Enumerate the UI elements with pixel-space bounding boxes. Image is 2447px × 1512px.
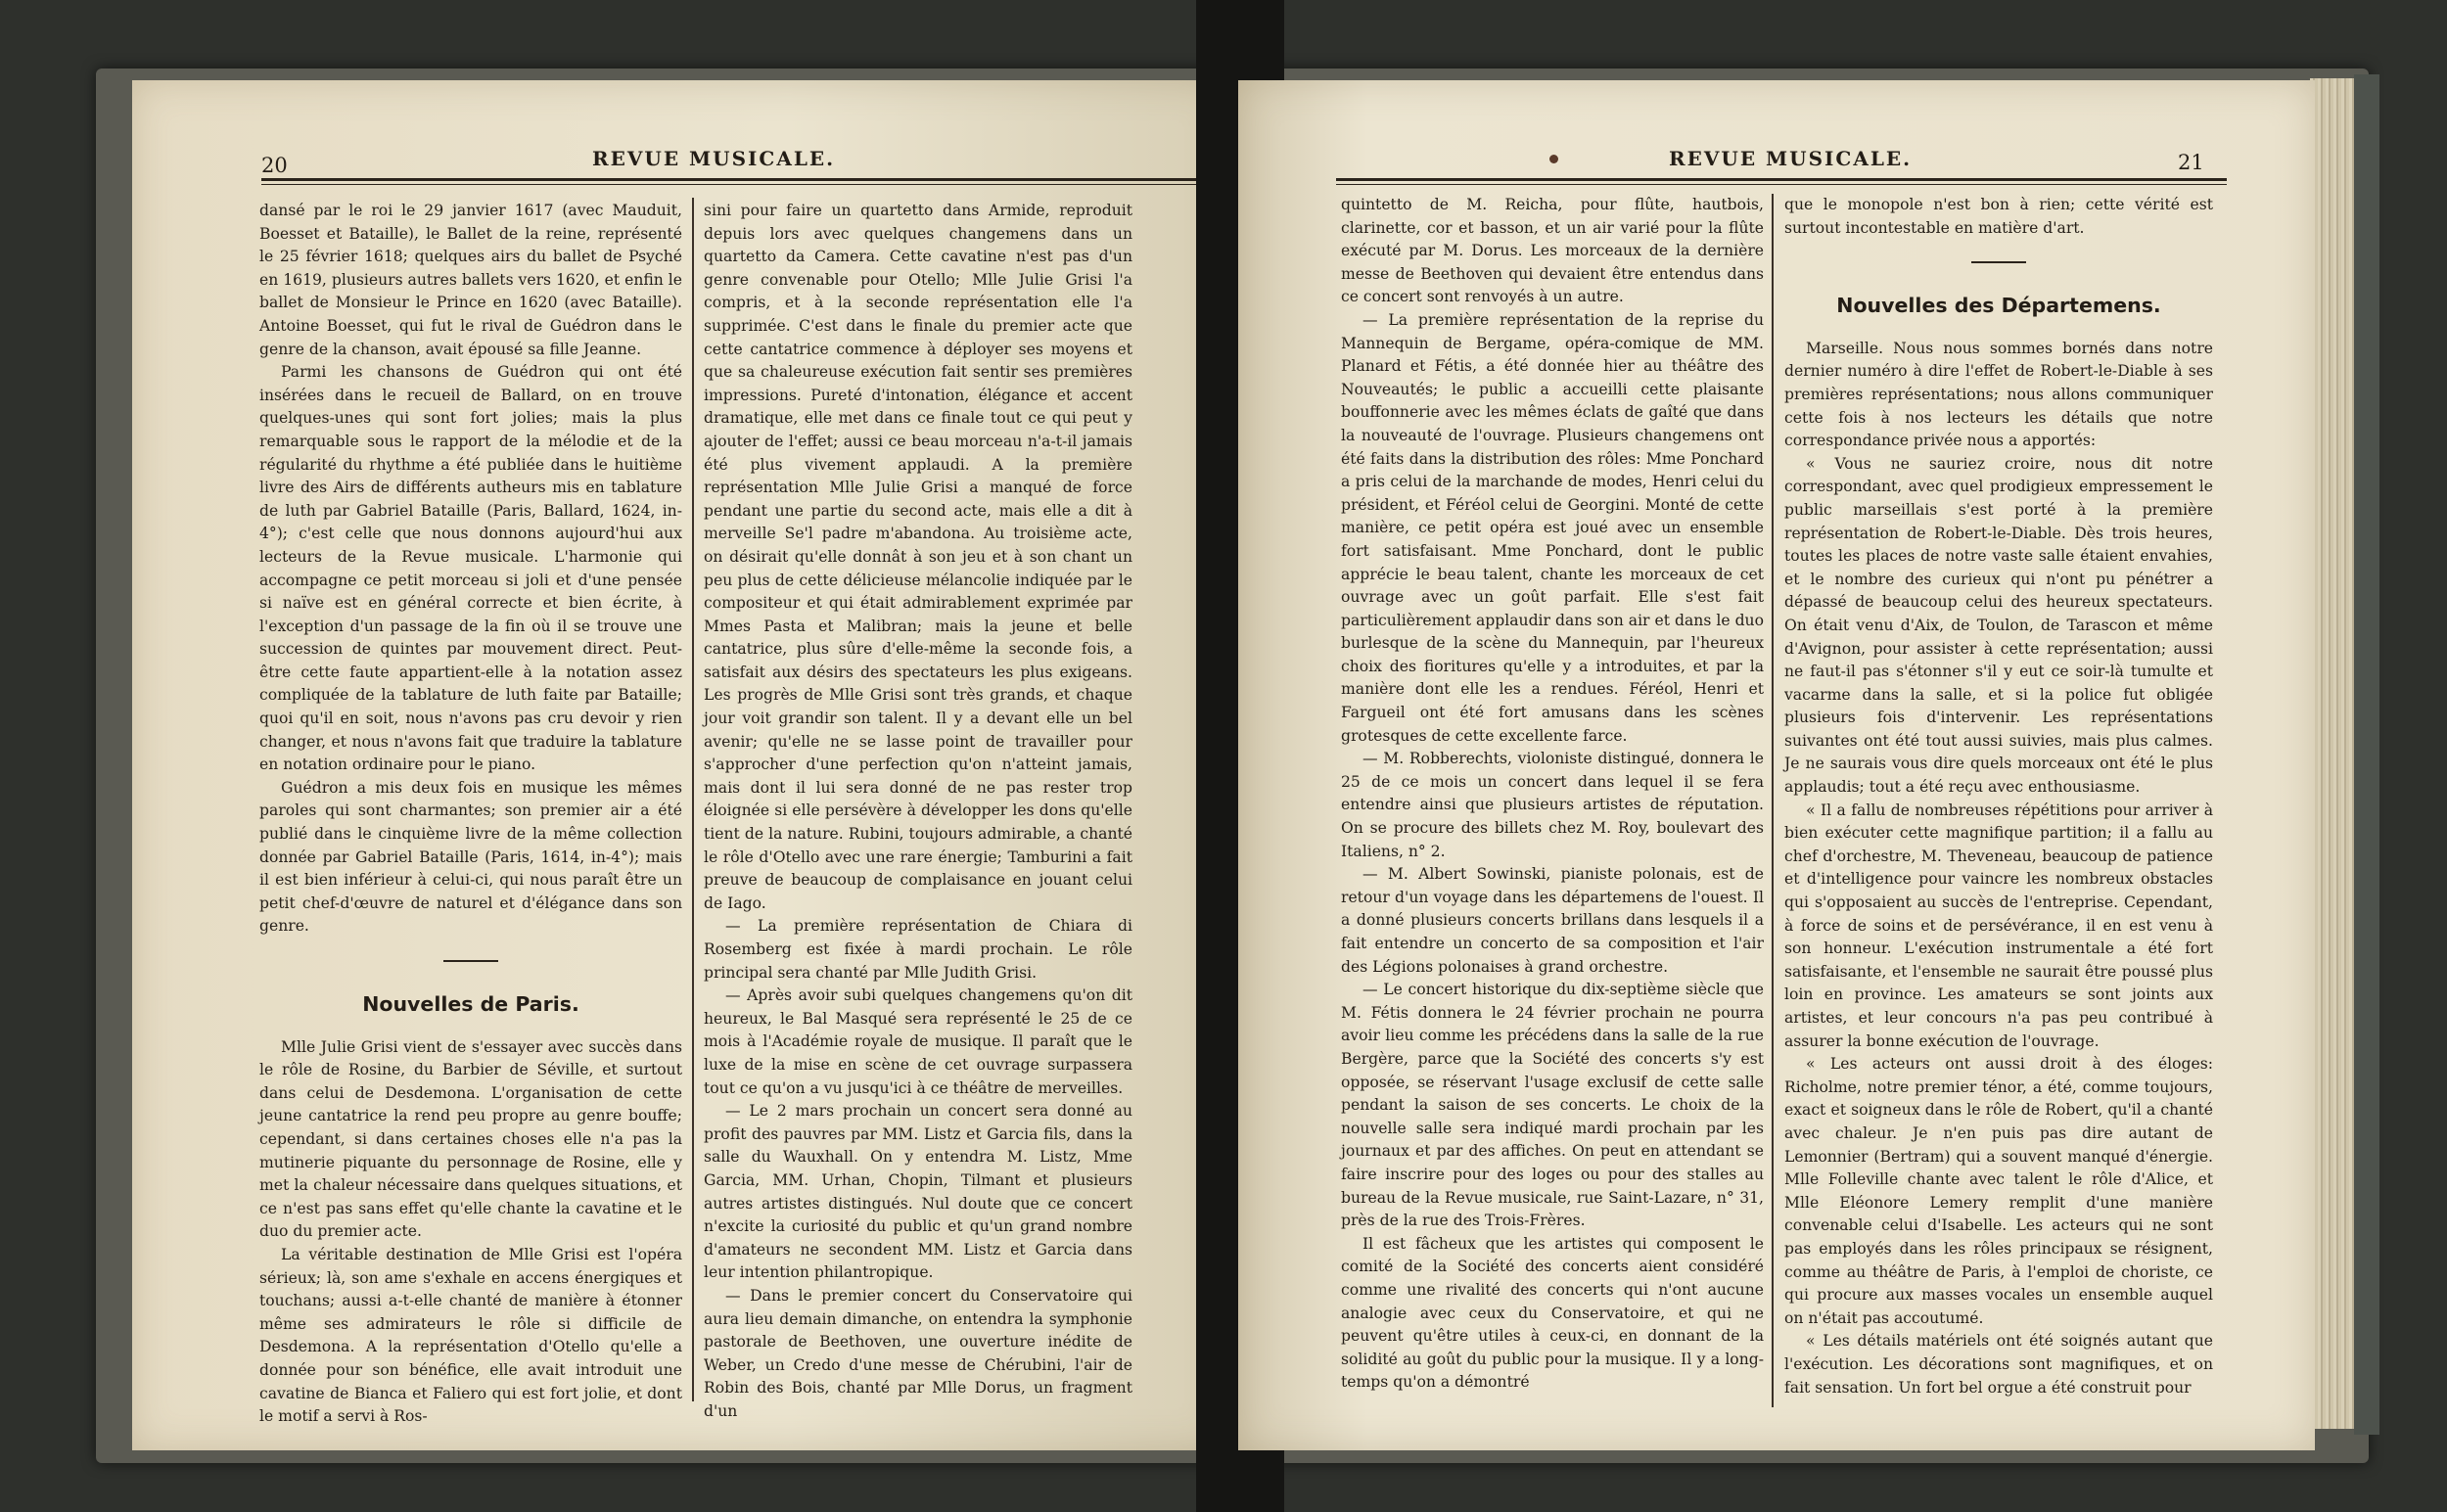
- section-ornament: [443, 960, 498, 962]
- left-page: [132, 80, 1225, 1450]
- paragraph: Guédron a mis deux fois en musique les mêmes paroles qui sont charmantes; son premier air a été publié dans le cinquième livre de la même collection donnée par Gabriel Bataille (Paris, 1614, in-4°); mais il est bien inférieur à celui-ci, qui nous paraît être un petit chef-d'œuvre de naturel et d'élégance dans son genre.: [259, 778, 682, 936]
- header-rule: [261, 178, 1225, 181]
- paragraph: — La première représentation de la reprise du Mannequin de Bergame, opéra-comique de MM. Planard et Fétis, a été donnée hier au théâtre des Nouveautés; le public a accueilli cette plaisante bouffonnerie avec les mêmes éclats de gaîté que dans la nouveauté de l'ouvrage. Plusieurs changemens ont été faits dans la distribution des rôles: Mme Ponchard a pris celui de la marchande de modes, Henri celui du président, et Féréol celui de Georgini. Monté de cette manière, ce petit opéra est joué avec un ensemble fort satisfaisant. Mme Ponchard, dont le public apprécie le beau talent, chante les morceaux de cet ouvrage avec un goût parfait. Elle s'est fait particulièrement applaudir dans son air et dans le duo burlesque de la scène du Mannequin, par l'heureux choix des fioritures qu'elle y a introduites, et par la manière dont elle les a rendues. Féréol, Henri et Fargueil ont été fort amusans dans les scènes grotesques de cette excellente farce.: [1341, 310, 1764, 745]
- paragraph: dansé par le roi le 29 janvier 1617 (avec Mauduit, Boesset et Bataille), le Ballet de la reine, représenté le 25 février 1618; quelques airs du ballet de Psyché en 1619, plusieurs autres ballets vers 1620, et enfin le ballet de Monsieur le Prince en 1620 (avec Bataille). Antoine Boesset, qui fut le rival de Guédron dans le genre de la chanson, avait épousé sa fille Jeanne.: [259, 202, 682, 358]
- paragraph: « Les détails matériels ont été soignés autant que l'exécution. Les décorations sont magnifiques, et on fait sensation. Un fort bel orgue a été construit pour: [1784, 1332, 2213, 1397]
- header-rule-thin: [261, 184, 1225, 185]
- paragraph: Parmi les chansons de Guédron qui ont été insérées dans le recueil de Ballard, on en trouve quelques-unes qui sont fort jolies; mais la plus remarquable sous le rapport de la mélodie et de la régularité du rhythme a été publiée dans le huitième livre des Airs de différents autheurs mis en tablature de luth par Gabriel Bataille (Paris, Ballard, 1624, in-4°); c'est celle que nous donnons aujourd'hui aux lecteurs de la Revue musicale. L'harmonie qui accompagne ce petit morceau si joli et d'une pensée si naïve est en général correcte et bien écrite, à l'exception d'un passage de la fin où il se trouve une succession de quintes par mouvement direct. Peut-être cette faute appartient-elle à la notation assez compliquée de la tablature de luth faite par Bataille; quoi qu'il en soit, nous n'avons pas cru devoir y rien changer, et nous n'avons fait que traduire la tablature en notation ordinaire pour le piano.: [259, 363, 682, 774]
- paragraph: — M. Albert Sowinski, pianiste polonais, est de retour d'un voyage dans les départemens de l'ouest. Il a donné plusieurs concerts brillans dans lesquels il a fait entendre un concerto de sa composition et l'air des Légions polonaises à grand orchestre.: [1341, 865, 1764, 976]
- section-heading: Nouvelles de Paris.: [362, 992, 579, 1016]
- paragraph: « Les acteurs ont aussi droit à des éloges: Richolme, notre premier ténor, a été, comme toujours, exact et soigneux dans le rôle de Robert, qu'il a chanté avec chaleur. Je n'en puis pas dire autant de Lemonnier (Bertram) qui a souvent manqué d'énergie. Mlle Folleville chante avec talent le rôle d'Alice, et Mlle Eléonore Lemery remplit d'une manière convenable celui d'Isabelle. Les acteurs qui ne sont pas employés dans les rôles principaux se résignent, comme au théâtre de Paris, à l'emploi de choriste, ce qui procure aux masses vocales un ensemble auquel on n'était pas accoutumé.: [1784, 1055, 2213, 1327]
- left-column-1: [259, 200, 682, 1429]
- paragraph: que le monopole n'est bon à rien; cette vérité est surtout incontestable en matière d'art.: [1784, 196, 2213, 237]
- paragraph: sini pour faire un quartetto dans Armide, reproduit depuis lors avec quelques changemens dans un quartetto da Camera. Cette cavatine n'est pas d'un genre convenable pour Otello; Mlle Julie Grisi l'a compris, et à la seconde représentation elle l'a supprimée. C'est dans le finale du premier acte que cette cantatrice commence à déployer ses moyens et que sa chaleureuse exécution fait sentir ses premières impressions. Pureté d'intonation, élégance et accent dramatique, elle met dans ce finale tout ce qui peut y ajouter de l'effet; aussi ce beau morceau n'a-t-il jamais été plus vivement applaudi. A la première représentation Mlle Julie Grisi a manqué de force pendant une partie du second acte, mais elle a dit à merveille Se'l padre m'abandona. Au troisième acte, on désirait qu'elle donnât à son jeu et à son chant un peu plus de cette délicieuse mélancolie indiquée par le compositeur et qui était admirablement exprimée par Mmes Pasta et Malibran; mais la jeune et belle cantatrice, plus sûre d'elle-même la seconde fois, a satisfait aux désirs des spectateurs les plus exigeans. Les progrès de Mlle Grisi sont très grands, et chaque jour voit grandir son talent. Il y a devant elle un bel avenir; qu'elle ne se lasse point de travailler pour s'approcher d'une perfection qu'on n'atteint jamais, mais dont il lui sera donné de ne pas rester trop éloignée si elle persévère à développer les dons qu'elle tient de la nature. Rubini, toujours admirable, a chanté le rôle d'Otello avec une rare énergie; Tamburini a fait preuve de beaucoup de complaisance en jouant celui de Iago.: [704, 202, 1132, 912]
- ink-spot: [1549, 155, 1558, 163]
- column-divider: [692, 198, 694, 1401]
- right-page: [1238, 80, 2315, 1450]
- paragraph: — Dans le premier concert du Conservatoire qui aura lieu demain dimanche, on entendra la symphonie pastorale de Beethoven, une ouverture inédite de Weber, un Credo d'une messe de Chérubini, l'air de Robin des Bois, chanté par Mlle Dorus, un fragment d'un: [704, 1286, 1132, 1420]
- paragraph: Mlle Julie Grisi vient de s'essayer avec succès dans le rôle de Rosine, du Barbier de Séville, et surtout dans celui de Desdemona. L'organisation de cette jeune cantatrice la rend peu propre au genre bouffe; cependant, si dans certaines choses elle n'a pas la mutinerie piquante du personnage de Rosine, elle y met la chaleur nécessaire dans quelques situations, et ce n'est pas sans effet qu'elle chante la cavatine et le duo du premier acte.: [259, 1037, 682, 1241]
- paragraph: — Après avoir subi quelques changemens qu'on dit heureux, le Bal Masqué sera représenté le 25 de ce mois à l'Académie royale de musique. Il paraît que le luxe de la mise en scène de cet ouvrage surpassera tout ce qu'on a vu jusqu'ici à ce théâtre de merveilles.: [704, 986, 1132, 1097]
- paragraph: — Le 2 mars prochain un concert sera donné au profit des pauvres par MM. Listz et Garcia fils, dans la salle du Wauxhall. On y entendra M. Listz, Mme Garcia, MM. Urhan, Chopin, Tilmant et plusieurs autres artistes distingués. Nul doute que ce concert n'excite la curiosité du public et qu'un grand nombre d'amateurs ne secondent MM. Listz et Garcia dans leur intention philantropique.: [704, 1102, 1132, 1282]
- paragraph: — La première représentation de Chiara di Rosemberg est fixée à mardi prochain. Le rôle principal sera chanté par Mlle Judith Grisi.: [704, 917, 1132, 982]
- running-head: REVUE MUSICALE.: [592, 147, 836, 170]
- paragraph: — Le concert historique du dix-septième siècle que M. Fétis donnera le 24 février prochain ne pourra avoir lieu comme les précédens dans la salle de la rue Bergère, parce que la Société des concerts s'y est opposée, se réservant l'usage exclusif de cette salle pendant la saison de ses concerts. Le choix de la nouvelle salle sera indiqué mardi prochain par les journaux et par des affiches. On peut en attendant se faire inscrire pour des loges ou pour des stalles au bureau de la Revue musicale, rue Saint-Lazare, n° 31, près de la rue des Trois-Frères.: [1341, 981, 1764, 1230]
- running-head: REVUE MUSICALE.: [1669, 147, 1913, 170]
- column-divider: [1772, 194, 1774, 1407]
- back-cover-edge: [2354, 74, 2379, 1435]
- paragraph: « Il a fallu de nombreuses répétitions pour arriver à bien exécuter cette magnifique partition; il a fallu au chef d'orchestre, M. Theveneau, beaucoup de patience et d'intelligence pour vaincre les nombreux obstacles qui s'opposaient au succès de l'entreprise. Cependant, à force de soins et de persévérance, il en est venu à son honneur. L'exécution instrumentale a été fort satisfaisante, et l'ensemble ne saurait être poussé plus loin en province. Les amateurs se sont joints aux artistes, et leur concours n'a pas peu contribué à assurer la bonne exécution de l'ouvrage.: [1784, 801, 2213, 1050]
- header-rule: [1336, 178, 2227, 181]
- paragraph: « Vous ne sauriez croire, nous dit notre correspondant, avec quel prodigieux empressement le public marseillais s'est porté à la première représentation de Robert-le-Diable. Dès trois heures, toutes les places de notre vaste salle étaient envahies, et le nombre des curieux qui n'ont pu pénétrer a dépassé de beaucoup celui des heureux spectateurs. On était venu d'Aix, de Toulon, de Tarascon et même d'Avignon, pour assister à cette représentation; aussi ne faut-il pas s'étonner s'il y eut ce soir-là tumulte et vacarme dans la salle, et si la police fut obligée plusieurs fois d'intervenir. Les représentations suivantes ont été tout aussi suivies, mais plus calmes. Je ne saurais vous dire quels morceaux ont été le plus applaudis; tout a été reçu avec enthousiasme.: [1784, 454, 2213, 797]
- paragraph: — M. Robberechts, violoniste distingué, donnera le 25 de ce mois un concert dans lequel il se fera entendre ainsi que plusieurs artistes de réputation. On se procure des billets chez M. Roy, boulevart des Italiens, n° 2.: [1341, 750, 1764, 860]
- paragraph: quintetto de M. Reicha, pour flûte, hautbois, clarinette, cor et basson, et un air varié pour la flûte exécuté par M. Dorus. Les morceaux de la dernière messe de Beethoven qui devaient être entendus dans ce concert sont renvoyés à un autre.: [1341, 196, 1764, 306]
- left-column-2: [704, 200, 1132, 1423]
- paragraph: Il est fâcheux que les artistes qui composent le comité de la Société des concerts aient considéré comme une rivalité des concerts qui n'ont aucune analogie avec ceux du Conservatoire, et qui ne peuvent qu'être utiles à ceux-ci, en donnant de la solidité au goût du public pour la musique. Il y a long-temps qu'on a démontré: [1341, 1234, 1764, 1392]
- right-column-1: [1341, 194, 1764, 1395]
- page-number: 20: [261, 154, 288, 177]
- right-column-2: [1784, 194, 2213, 1399]
- paragraph: Marseille. Nous nous sommes bornés dans notre dernier numéro à dire l'effet de Robert-le-Diable à ses premières représentations; nous allons communiquer cette fois à nos lecteurs les détails que notre correspondance privée nous a apportés:: [1784, 339, 2213, 450]
- section-ornament: [1971, 261, 2026, 263]
- paragraph: La véritable destination de Mlle Grisi est l'opéra sérieux; là, son ame s'exhale en accens énergiques et touchans; aussi a-t-elle chanté de manière à étonner même ses admirateurs le rôle si difficile de Desdemona. A la représentation d'Otello qu'elle a donnée pour son bénéfice, elle avait introduit une cavatine de Bianca et Faliero qui est fort jolie, et dont le motif a servi à Ros-: [259, 1245, 682, 1426]
- section-heading: Nouvelles des Départemens.: [1836, 294, 2161, 318]
- page-number: 21: [2178, 151, 2204, 174]
- header-rule-thin: [1336, 184, 2227, 185]
